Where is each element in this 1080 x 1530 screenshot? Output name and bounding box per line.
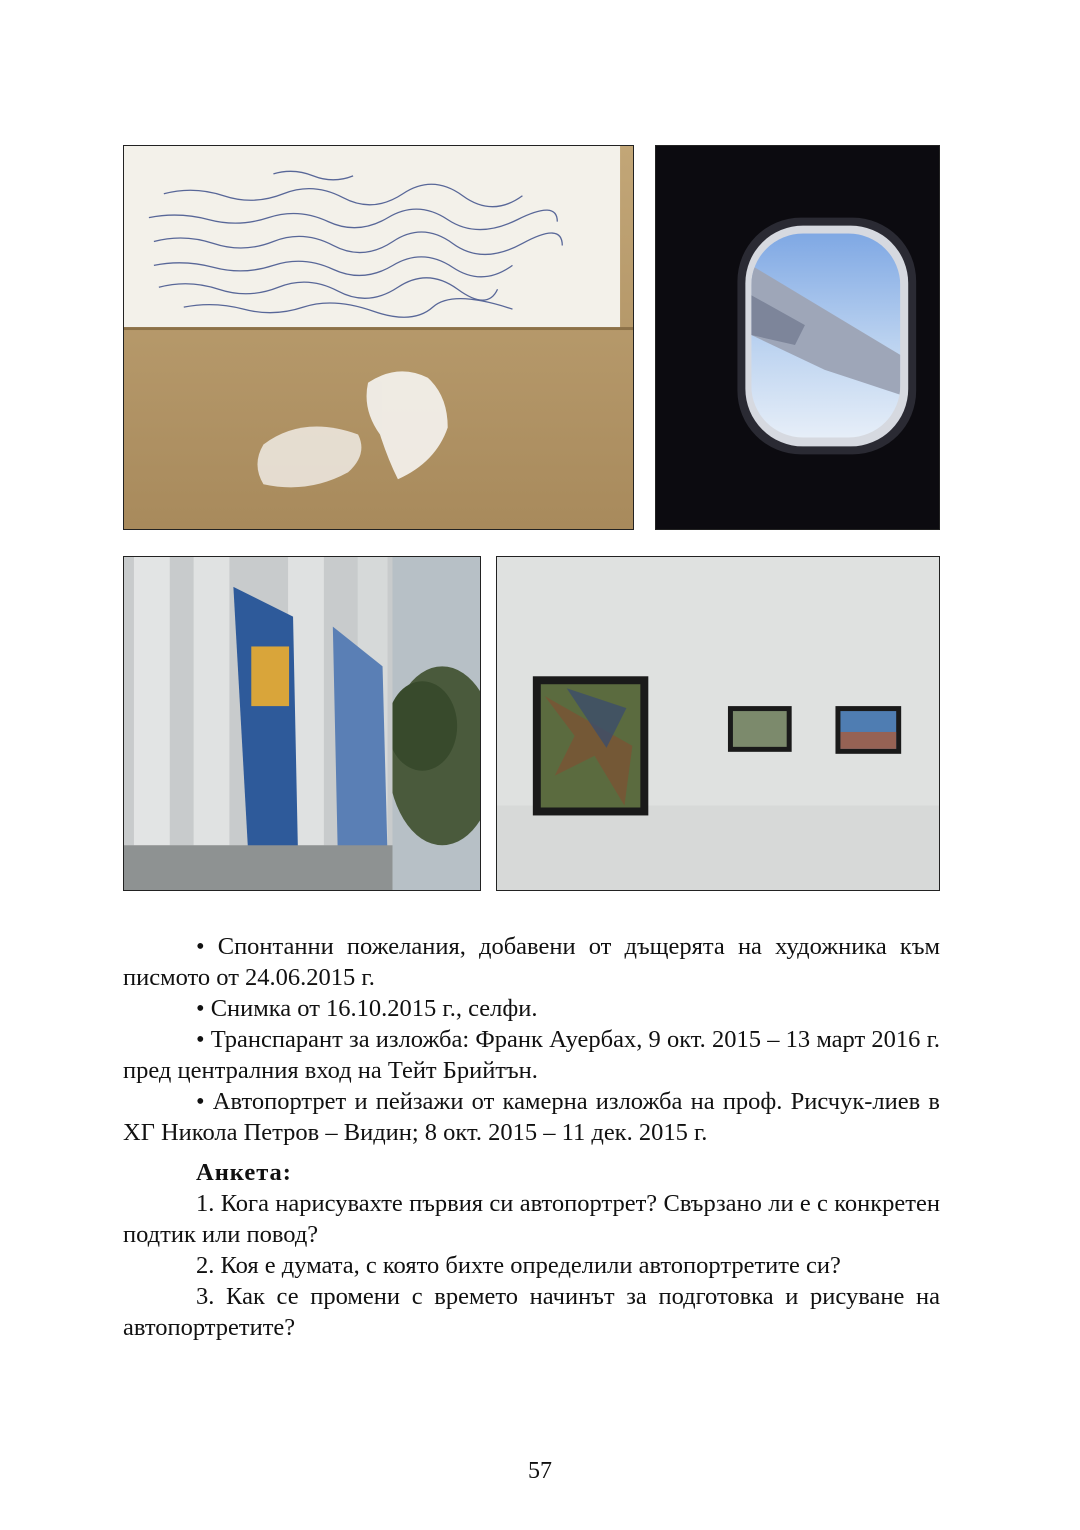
- letter-illustration: [124, 146, 633, 529]
- survey-question-3: 3. Как се промени с времето начинът за подготовка и рисуване на автопортретите?: [123, 1283, 940, 1341]
- exhibition-wall-illustration: [497, 557, 939, 890]
- survey-question-1: 1. Кога нарисувахте първия си автопортрет? Свързано ли е с конкретен подтик или повод?: [123, 1190, 940, 1248]
- caption-4: • Автопортрет и пейзажи от камерна изложба на проф. Рисчук-лиев в ХГ Никола Петров – Видин; 8 окт. 2015 – 11 дек. 2015 г.: [123, 1088, 940, 1146]
- page-number: 57: [528, 1458, 552, 1484]
- airplane-window-photo: [655, 145, 940, 530]
- survey-question-2: 2. Коя е думата, с която бихте определили автопортретите си?: [196, 1252, 841, 1279]
- exhibition-wall-photo: [496, 556, 940, 891]
- caption-3: • Транспарант за изложба: Франк Ауербах, 9 окт. 2015 – 13 март 2016 г. пред централния вход на Тейт Брийтън.: [123, 1026, 940, 1084]
- survey-heading: Анкета:: [196, 1159, 292, 1186]
- airplane-window-illustration: [656, 146, 939, 529]
- caption-1: • Спонтанни пожелания, добавени от дъщерята на художника към писмото от 24.06.2015 г.: [123, 933, 940, 991]
- gallery-facade-photo: [123, 556, 481, 891]
- gallery-facade-illustration: [124, 557, 480, 890]
- captions-block: [123, 931, 940, 1343]
- letter-photo: [123, 145, 634, 530]
- caption-2: • Снимка от 16.10.2015 г., селфи.: [196, 995, 538, 1022]
